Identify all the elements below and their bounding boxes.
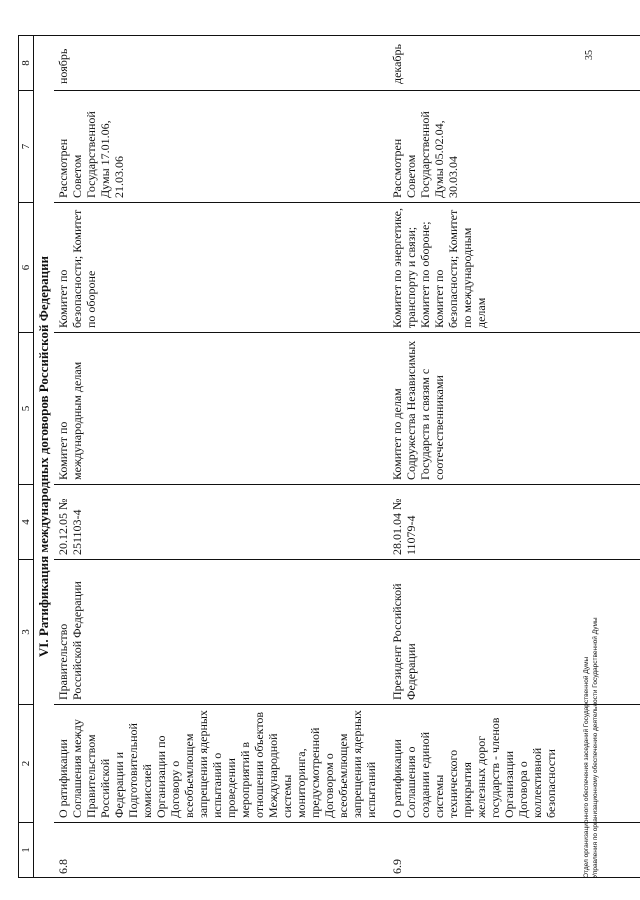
review-status: Рассмотрен Советом Государственной Думы 05.02.04, 30.03.04 (388, 91, 640, 203)
column-number: 4 (19, 485, 34, 560)
footer (582, 617, 600, 878)
review-status: Рассмотрен Советом Государственной Думы 17.01.06, 21.03.06 (54, 91, 388, 203)
scheduled-month: ноябрь (54, 36, 388, 91)
column-number: 2 (19, 705, 34, 823)
footer-line: Отдел организационного обеспечения заседаний Государственной Думы (583, 656, 590, 878)
row-number: 6.8 (54, 823, 388, 878)
column-number: 7 (19, 91, 34, 203)
row-number: 6.9 (388, 823, 640, 878)
responsible-committee: Комитет по делам Содружества Независимых Государств и связям с соотечественниками (388, 333, 640, 485)
column-number: 8 (19, 36, 34, 91)
initiator: Правительство Российской Федерации (54, 560, 388, 705)
bill-schedule-table (18, 35, 640, 878)
registration-date-number: 20.12.05 № 251103-4 (54, 485, 388, 560)
co-executor-committees: Комитет по энергетике, транспорту и связи; Комитет по обороне; Комитет по безопасности; Комитет по международным делам (388, 203, 640, 333)
section-title: VI. Ратификация международных договоров Российской Федерации (34, 36, 55, 878)
column-number: 6 (19, 203, 34, 333)
column-number: 1 (19, 823, 34, 878)
co-executor-committees: Комитет по безопасности; Комитет по обороне (54, 203, 388, 333)
bill-title: О ратификации Соглашения о создании единой системы технического прикрытия железных дорог государств - членов Организации Договора о коллективной безопасности (388, 705, 640, 823)
column-number: 5 (19, 333, 34, 485)
column-number-row (19, 36, 34, 878)
bill-title: О ратификации Соглашения между Правительством Российской Федерации и Подготовительной комиссией Организации по Договору о всеобъемлющем запрещении ядерных испытаний о проведении мероприятий в отношении объектов Международной системы мониторинга, предусмотренной Договором о всеобъемлющем запрещении ядерных испытаний (54, 705, 388, 823)
section-row (34, 36, 55, 878)
initiator: Президент Российской Федерации (388, 560, 640, 705)
page-number: 35 (584, 50, 595, 60)
scheduled-month: декабрь (388, 36, 640, 91)
responsible-committee: Комитет по международным делам (54, 333, 388, 485)
column-number: 3 (19, 560, 34, 705)
table-row (388, 36, 640, 878)
registration-date-number: 28.01.04 № 11079-4 (388, 485, 640, 560)
table-row (54, 36, 388, 878)
footer-line: Управления по организационному обеспечению деятельности Государственной Думы (592, 617, 599, 878)
